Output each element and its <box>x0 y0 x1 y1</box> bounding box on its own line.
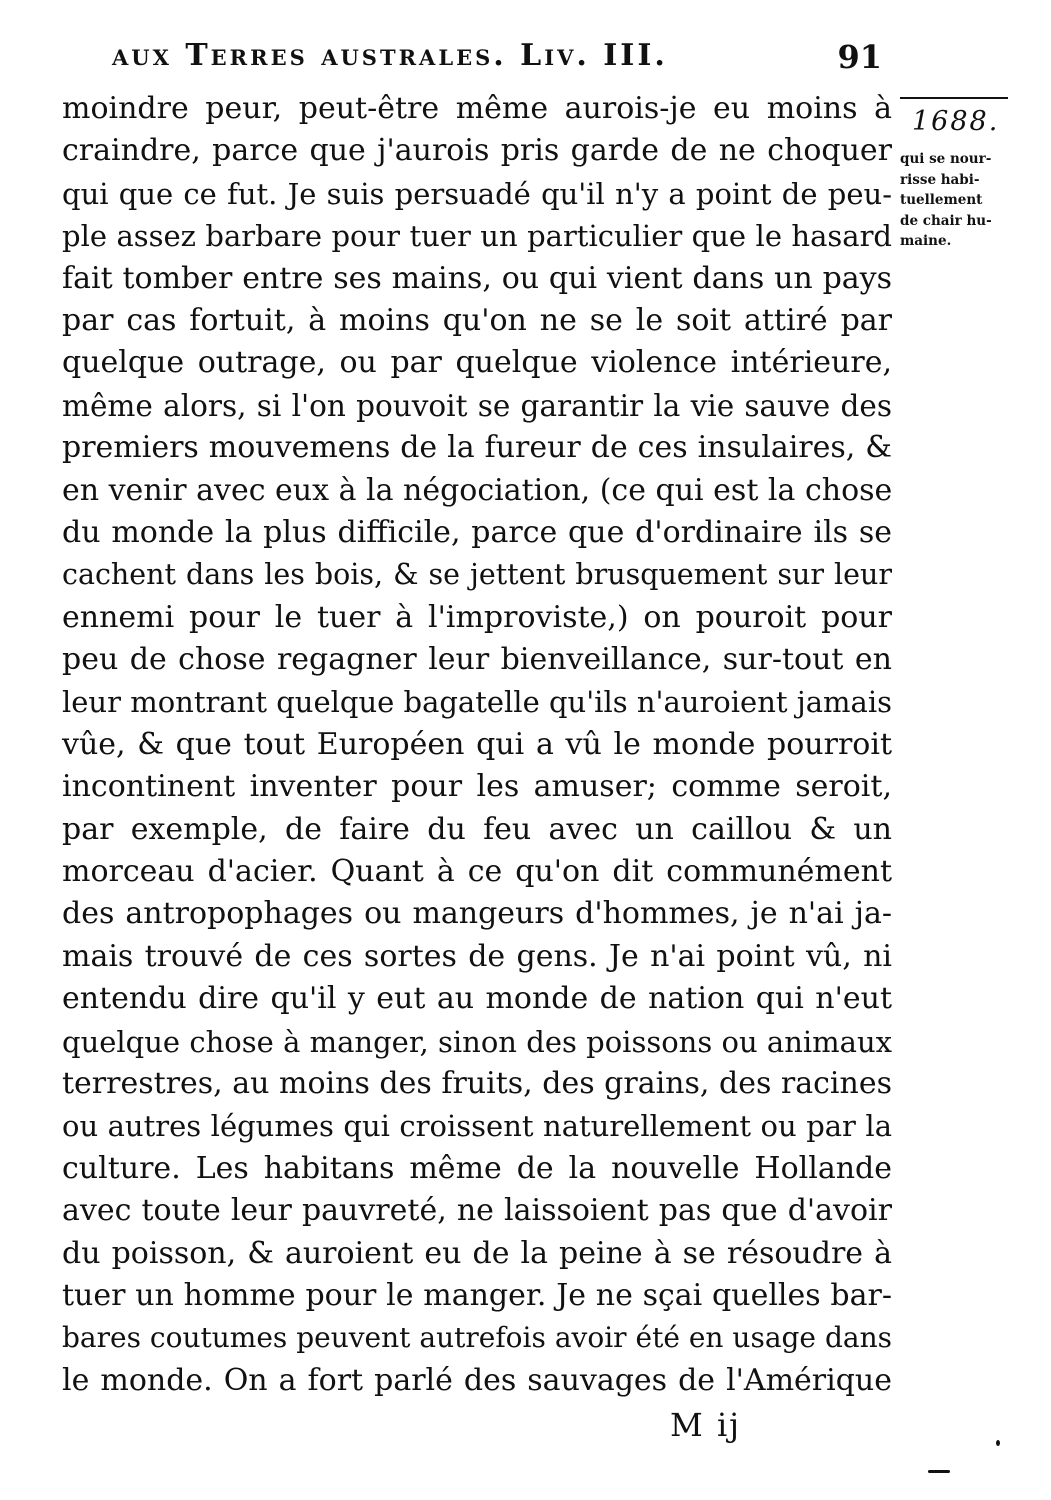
text-line: premiers mouvemens de la fureur de ces insulaires, & <box>62 430 892 466</box>
text-line: entendu dire qu'il y eut au monde de nation qui n'eut <box>62 981 892 1017</box>
text-line: moindre peur, peut-être même aurois-je eu moins à <box>62 91 892 126</box>
text-line: du monde la plus difficile, parce que d'ordinaire ils se <box>62 514 892 550</box>
running-head <box>112 38 882 82</box>
text-line: fait tomber entre ses mains, ou qui vient dans un pays <box>62 260 892 296</box>
text-line: culture. Les habitans même de la nouvelle Hollande <box>62 1150 892 1186</box>
page-number: 91 <box>837 38 882 76</box>
text-line: cachent dans les bois, & se jettent brusquement sur leur <box>62 558 892 592</box>
margin-note-line: de chair hu- <box>900 212 992 229</box>
text-line: même alors, si l'on pouvoit se garantir la vie sauve des <box>62 388 892 423</box>
text-line: quelque chose à manger, sinon des poissons ou animaux <box>62 1024 892 1059</box>
margin-note-line: tuellement <box>900 192 983 208</box>
text-line: qui que ce fut. Je suis persuadé qu'il n'y a point de peu- <box>62 176 892 211</box>
text-line: terrestres, au moins des fruits, des grains, des racines <box>62 1065 892 1101</box>
text-line: quelque outrage, ou par quelque violence intérieure, <box>62 345 892 381</box>
text-line: mais trouvé de ces sortes de gens. Je n'ai point vû, ni <box>62 938 892 974</box>
text-line: des antropophages ou mangeurs d'hommes, je n'ai ja- <box>62 896 892 932</box>
margin-note <box>900 149 1010 252</box>
text-line: par cas fortuit, à moins qu'on ne se le soit attiré par <box>62 302 892 338</box>
running-head-title: aux Terres australes. Liv. III. <box>112 38 668 73</box>
text-line: morceau d'acier. Quant à ce qu'on dit communément <box>62 854 892 890</box>
margin-note-line: risse habi- <box>900 171 980 188</box>
text-line: incontinent inventer pour les amuser; comme seroit, <box>62 769 892 805</box>
text-line: ennemi pour le tuer à l'improviste,) on pouroit pour <box>62 599 892 635</box>
text-line: peu de chose regagner leur bienveillance, sur-tout en <box>62 642 892 678</box>
margin-note-line: qui se nour- <box>900 151 992 167</box>
ink-speck <box>928 1470 950 1473</box>
text-line: du poisson, & auroient eu de la peine à se résoudre à <box>62 1235 892 1271</box>
text-line: avec toute leur pauvreté, ne laissoient pas que d'avoir <box>62 1193 892 1229</box>
text-line: tuer un homme pour le manger. Je ne sçai quelles bar- <box>62 1277 892 1313</box>
text-line: leur montrant quelque bagatelle qu'ils n'auroient jamais <box>62 685 892 720</box>
margin-rule <box>900 97 1008 99</box>
body-text <box>62 88 892 1402</box>
text-line: ou autres légumes qui croissent naturellement ou par la <box>62 1109 892 1144</box>
text-line: bares coutumes peuvent autrefois avoir été en usage dans <box>62 1321 892 1355</box>
margin-year: 1688. <box>912 106 1000 137</box>
text-line: vûe, & que tout Européen qui a vû le monde pourroit <box>62 726 892 762</box>
margin-note-line: maine. <box>900 233 952 249</box>
text-line: craindre, parce que j'aurois pris garde de ne choquer <box>62 133 892 169</box>
text-line: ple assez barbare pour tuer un particulier que le hasard <box>62 219 892 254</box>
text-line: en venir avec eux à la négociation, (ce qui est la chose <box>62 472 893 508</box>
text-line: le monde. On a fort parlé des sauvages de l'Amérique <box>62 1362 892 1398</box>
ink-speck <box>996 1440 1000 1446</box>
signature-mark: M ij <box>670 1406 742 1444</box>
text-line: par exemple, de faire du feu avec un caillou & un <box>62 811 892 847</box>
